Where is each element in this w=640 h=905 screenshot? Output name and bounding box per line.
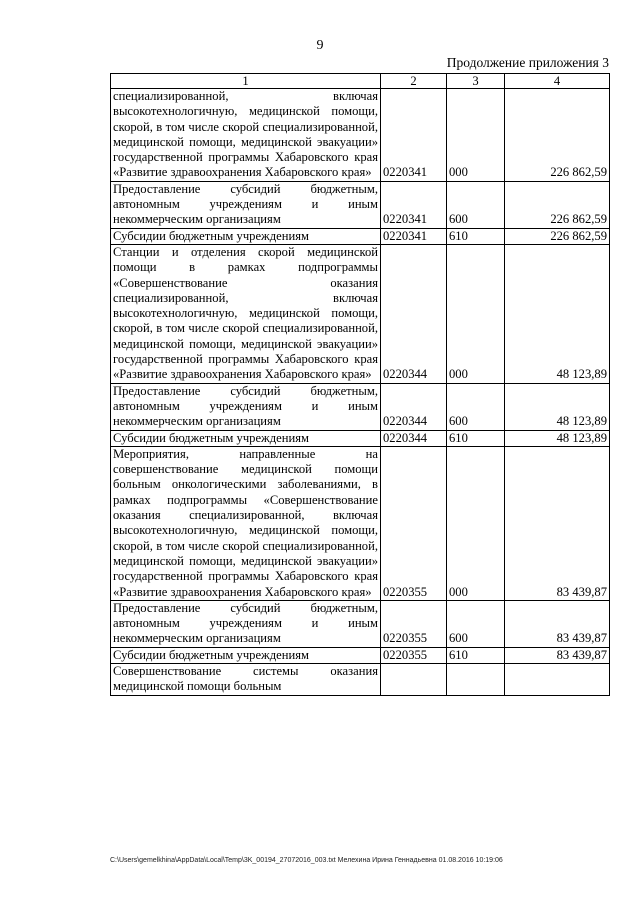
row-target-code: 0220341	[381, 89, 447, 182]
row-expense-type: 610	[447, 647, 505, 663]
row-amount: 48 123,89	[505, 383, 610, 430]
row-target-code: 0220355	[381, 600, 447, 647]
row-amount: 226 862,59	[505, 181, 610, 228]
row-target-code: 0220344	[381, 244, 447, 383]
row-amount: 83 439,87	[505, 446, 610, 600]
row-expense-type	[447, 663, 505, 695]
table-row	[111, 430, 610, 446]
column-header-3: 3	[447, 74, 505, 89]
row-expense-type: 000	[447, 89, 505, 182]
column-header-4: 4	[505, 74, 610, 89]
row-description: Субсидии бюджетным учреждениям	[111, 228, 381, 244]
row-description: Предоставление субсидий бюджетным, автономным учреждениям и иным некоммерческим организациям	[111, 181, 381, 228]
page-number: 9	[316, 38, 324, 53]
row-description: специализированной, включая высокотехнологичную, медицинской помощи, скорой, в том числе скорой специализированной, медицинской помощи, медицинской эвакуации» государственной программы Хабаровского края «Развитие здравоохранения Хабаровского края»	[111, 89, 381, 182]
row-target-code: 0220355	[381, 446, 447, 600]
row-expense-type: 000	[447, 446, 505, 600]
row-expense-type: 610	[447, 430, 505, 446]
row-expense-type: 600	[447, 383, 505, 430]
row-description: Мероприятия, направленные на совершенствование медицинской помощи больным онкологическими заболеваниями, в рамках подпрограммы «Совершенствование оказания специализированной, включая высокотехнологичную, медицинской помощи, скорой, в том числе скорой специализированной, медицинской помощи, медицинской эвакуации» государственной программы Хабаровского края «Развитие здравоохранения Хабаровского края»	[111, 446, 381, 600]
row-amount: 48 123,89	[505, 430, 610, 446]
table-row	[111, 89, 610, 182]
column-header-2: 2	[381, 74, 447, 89]
row-amount: 226 862,59	[505, 89, 610, 182]
row-target-code: 0220341	[381, 181, 447, 228]
row-target-code: 0220341	[381, 228, 447, 244]
table-header-row	[111, 74, 610, 89]
row-amount	[505, 663, 610, 695]
row-target-code	[381, 663, 447, 695]
table-row	[111, 647, 610, 663]
table-row	[111, 244, 610, 383]
row-target-code: 0220344	[381, 383, 447, 430]
table-row	[111, 181, 610, 228]
row-expense-type: 600	[447, 181, 505, 228]
budget-table	[110, 73, 610, 696]
table-row	[111, 663, 610, 695]
row-expense-type: 610	[447, 228, 505, 244]
appendix-note: Продолжение приложения 3	[446, 55, 609, 70]
row-description: Предоставление субсидий бюджетным, автономным учреждениям и иным некоммерческим организациям	[111, 600, 381, 647]
row-description: Предоставление субсидий бюджетным, автономным учреждениям и иным некоммерческим организациям	[111, 383, 381, 430]
column-header-1: 1	[111, 74, 381, 89]
row-description: Субсидии бюджетным учреждениям	[111, 430, 381, 446]
row-amount: 83 439,87	[505, 600, 610, 647]
footer-file-path: C:\Users\gemelkhina\AppData\Local\Temp\3K_00194_27072016_003.txt Мелехина Ирина Геннадьевна 01.08.2016 10:19:06	[110, 857, 503, 864]
row-description: Совершенствование системы оказания медицинской помощи больным	[111, 663, 381, 695]
row-target-code: 0220344	[381, 430, 447, 446]
row-expense-type: 600	[447, 600, 505, 647]
row-description: Станции и отделения скорой медицинской помощи в рамках подпрограммы «Совершенствование оказания специализированной, включая высокотехнологичную, медицинской помощи, скорой, в том числе скорой специализированной, медицинской помощи, медицинской эвакуации» государственной программы Хабаровского края «Развитие здравоохранения Хабаровского края»	[111, 244, 381, 383]
row-amount: 226 862,59	[505, 228, 610, 244]
row-expense-type: 000	[447, 244, 505, 383]
row-amount: 48 123,89	[505, 244, 610, 383]
table-row	[111, 446, 610, 600]
row-amount: 83 439,87	[505, 647, 610, 663]
table-row	[111, 228, 610, 244]
table-row	[111, 600, 610, 647]
table-row	[111, 383, 610, 430]
row-target-code: 0220355	[381, 647, 447, 663]
row-description: Субсидии бюджетным учреждениям	[111, 647, 381, 663]
